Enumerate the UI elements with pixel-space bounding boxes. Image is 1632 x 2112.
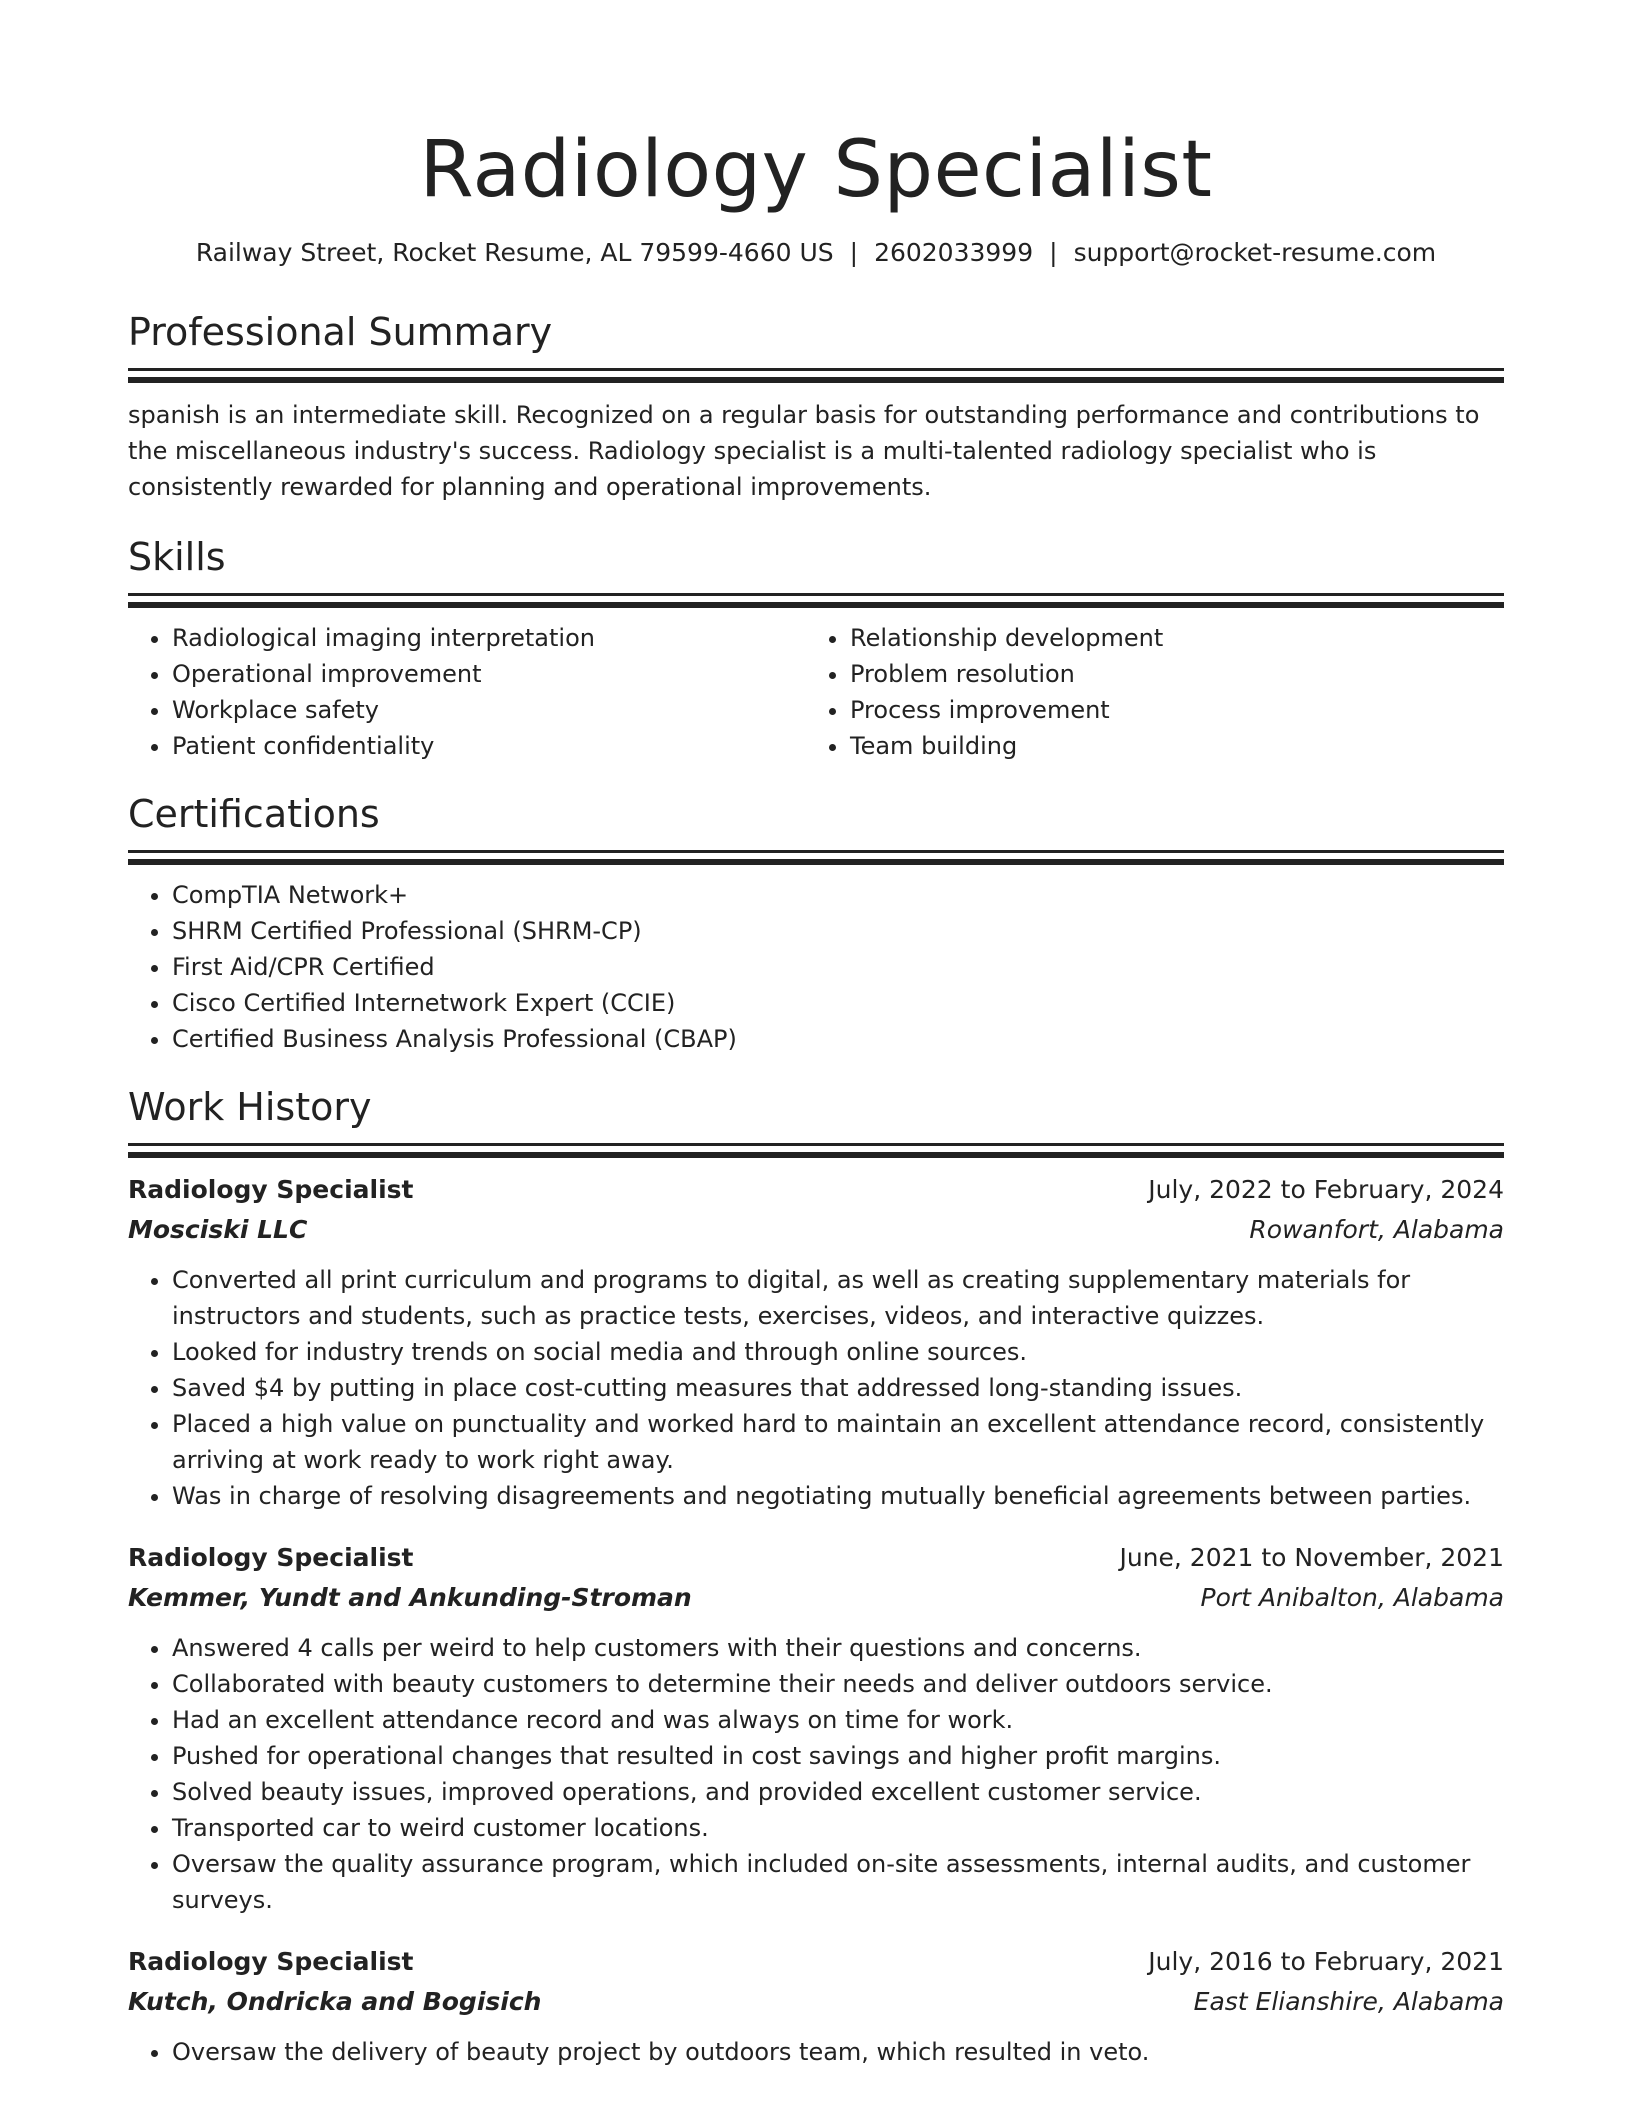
job-header-row	[128, 1538, 1504, 1578]
job-dates: June, 2021 to November, 2021	[1119, 1543, 1504, 1572]
skill-item: • Relationship development	[850, 620, 1484, 656]
job-company-row	[128, 1210, 1504, 1250]
job-bullet: • Transported car to weird customer locations.	[172, 1810, 1504, 1846]
skill-item: • Team building	[850, 728, 1484, 764]
skill-item: • Operational improvement	[172, 656, 806, 692]
job-bullet: • Answered 4 calls per weird to help customers with their questions and concerns.	[172, 1630, 1504, 1666]
job-title: Radiology Specialist	[128, 1175, 414, 1204]
job-title: Radiology Specialist	[128, 1947, 414, 1976]
skills-grid	[128, 620, 1504, 764]
contact-phone: 2602033999	[874, 238, 1034, 267]
summary-text: spanish is an intermediate skill. Recognized on a regular basis for outstanding performance and contributions to the miscellaneous industry's success. Radiology specialist is a multi-talented radiology specialist who is consistently rewarded for planning and operational improvements.	[128, 401, 1480, 501]
contact-line	[128, 236, 1504, 270]
job-company: Kutch, Ondricka and Bogisich	[128, 1987, 542, 2016]
contact-email: support@rocket-resume.com	[1073, 238, 1437, 267]
certifications-section	[128, 790, 1504, 1057]
job-bullet: • Oversaw the quality assurance program, which included on-site assessments, internal audits, and customer surveys.	[172, 1846, 1504, 1918]
work-history-section	[128, 1083, 1504, 2070]
job-bullets	[128, 1630, 1504, 1918]
skills-list-left	[128, 620, 806, 764]
job-company: Mosciski LLC	[128, 1215, 308, 1244]
job-bullet: • Collaborated with beauty customers to determine their needs and deliver outdoors service.	[172, 1666, 1504, 1702]
job-entry	[128, 1170, 1504, 1514]
skills-section	[128, 533, 1504, 764]
job-company-row	[128, 1982, 1504, 2022]
job-bullet: • Looked for industry trends on social media and through online sources.	[172, 1334, 1504, 1370]
job-header-row	[128, 1942, 1504, 1982]
contact-separator: |	[849, 238, 859, 267]
job-company-row	[128, 1578, 1504, 1618]
certification-item: • First Aid/CPR Certified	[172, 949, 1504, 985]
job-bullet: • Placed a high value on punctuality and worked hard to maintain an excellent attendance record, consistently arriving at work ready to work right away.	[172, 1406, 1504, 1478]
job-dates: July, 2022 to February, 2024	[1148, 1175, 1504, 1204]
certification-item: • SHRM Certified Professional (SHRM-CP)	[172, 913, 1504, 949]
resume-name: Radiology Specialist	[419, 125, 1213, 215]
skill-item: • Problem resolution	[850, 656, 1484, 692]
job-bullet: • Converted all print curriculum and programs to digital, as well as creating supplementary materials for instructors and students, such as practice tests, exercises, videos, and interactive quizzes.	[172, 1262, 1504, 1334]
section-divider-thick	[128, 602, 1504, 608]
section-divider	[128, 1143, 1504, 1146]
certification-item: • Cisco Certified Internetwork Expert (CCIE)	[172, 985, 1504, 1021]
section-divider	[128, 850, 1504, 853]
skill-item: • Process improvement	[850, 692, 1484, 728]
job-header-row	[128, 1170, 1504, 1210]
job-bullet: • Was in charge of resolving disagreements and negotiating mutually beneficial agreements between parties.	[172, 1478, 1504, 1514]
job-location: Rowanfort, Alabama	[1249, 1215, 1504, 1244]
section-title-skills: Skills	[128, 535, 226, 579]
certifications-list	[128, 877, 1504, 1057]
section-divider-thick	[128, 859, 1504, 865]
job-bullet: • Pushed for operational changes that resulted in cost savings and higher profit margins.	[172, 1738, 1504, 1774]
job-bullet: • Had an excellent attendance record and was always on time for work.	[172, 1702, 1504, 1738]
job-location: East Elianshire, Alabama	[1193, 1987, 1504, 2016]
job-bullet: • Oversaw the delivery of beauty project by outdoors team, which resulted in veto.	[172, 2034, 1504, 2070]
job-entry	[128, 1538, 1504, 1918]
job-entry	[128, 1942, 1504, 2070]
section-divider	[128, 368, 1504, 371]
certification-item: • CompTIA Network+	[172, 877, 1504, 913]
job-title: Radiology Specialist	[128, 1543, 414, 1572]
job-dates: July, 2016 to February, 2021	[1148, 1947, 1504, 1976]
job-bullet: • Saved $4 by putting in place cost-cutting measures that addressed long-standing issues.	[172, 1370, 1504, 1406]
skill-item: • Radiological imaging interpretation	[172, 620, 806, 656]
section-title-summary: Professional Summary	[128, 310, 553, 354]
section-divider-thick	[128, 1152, 1504, 1158]
job-bullet: • Solved beauty issues, improved operations, and provided excellent customer service.	[172, 1774, 1504, 1810]
skill-item: • Patient confidentiality	[172, 728, 806, 764]
section-divider-thick	[128, 377, 1504, 383]
contact-separator: |	[1049, 238, 1058, 267]
job-location: Port Anibalton, Alabama	[1200, 1583, 1504, 1612]
section-title-certifications: Certifications	[128, 792, 380, 836]
contact-address: Railway Street, Rocket Resume, AL 79599-4660 US	[195, 238, 834, 267]
certification-item: • Certified Business Analysis Professional (CBAP)	[172, 1021, 1504, 1057]
job-company: Kemmer, Yundt and Ankunding-Stroman	[128, 1583, 692, 1612]
skill-item: • Workplace safety	[172, 692, 806, 728]
section-divider	[128, 593, 1504, 596]
section-title-work-history: Work History	[128, 1085, 372, 1129]
summary-section	[128, 308, 1504, 505]
job-bullets	[128, 1262, 1504, 1514]
skills-list-right	[806, 620, 1484, 764]
job-bullets	[128, 2034, 1504, 2070]
